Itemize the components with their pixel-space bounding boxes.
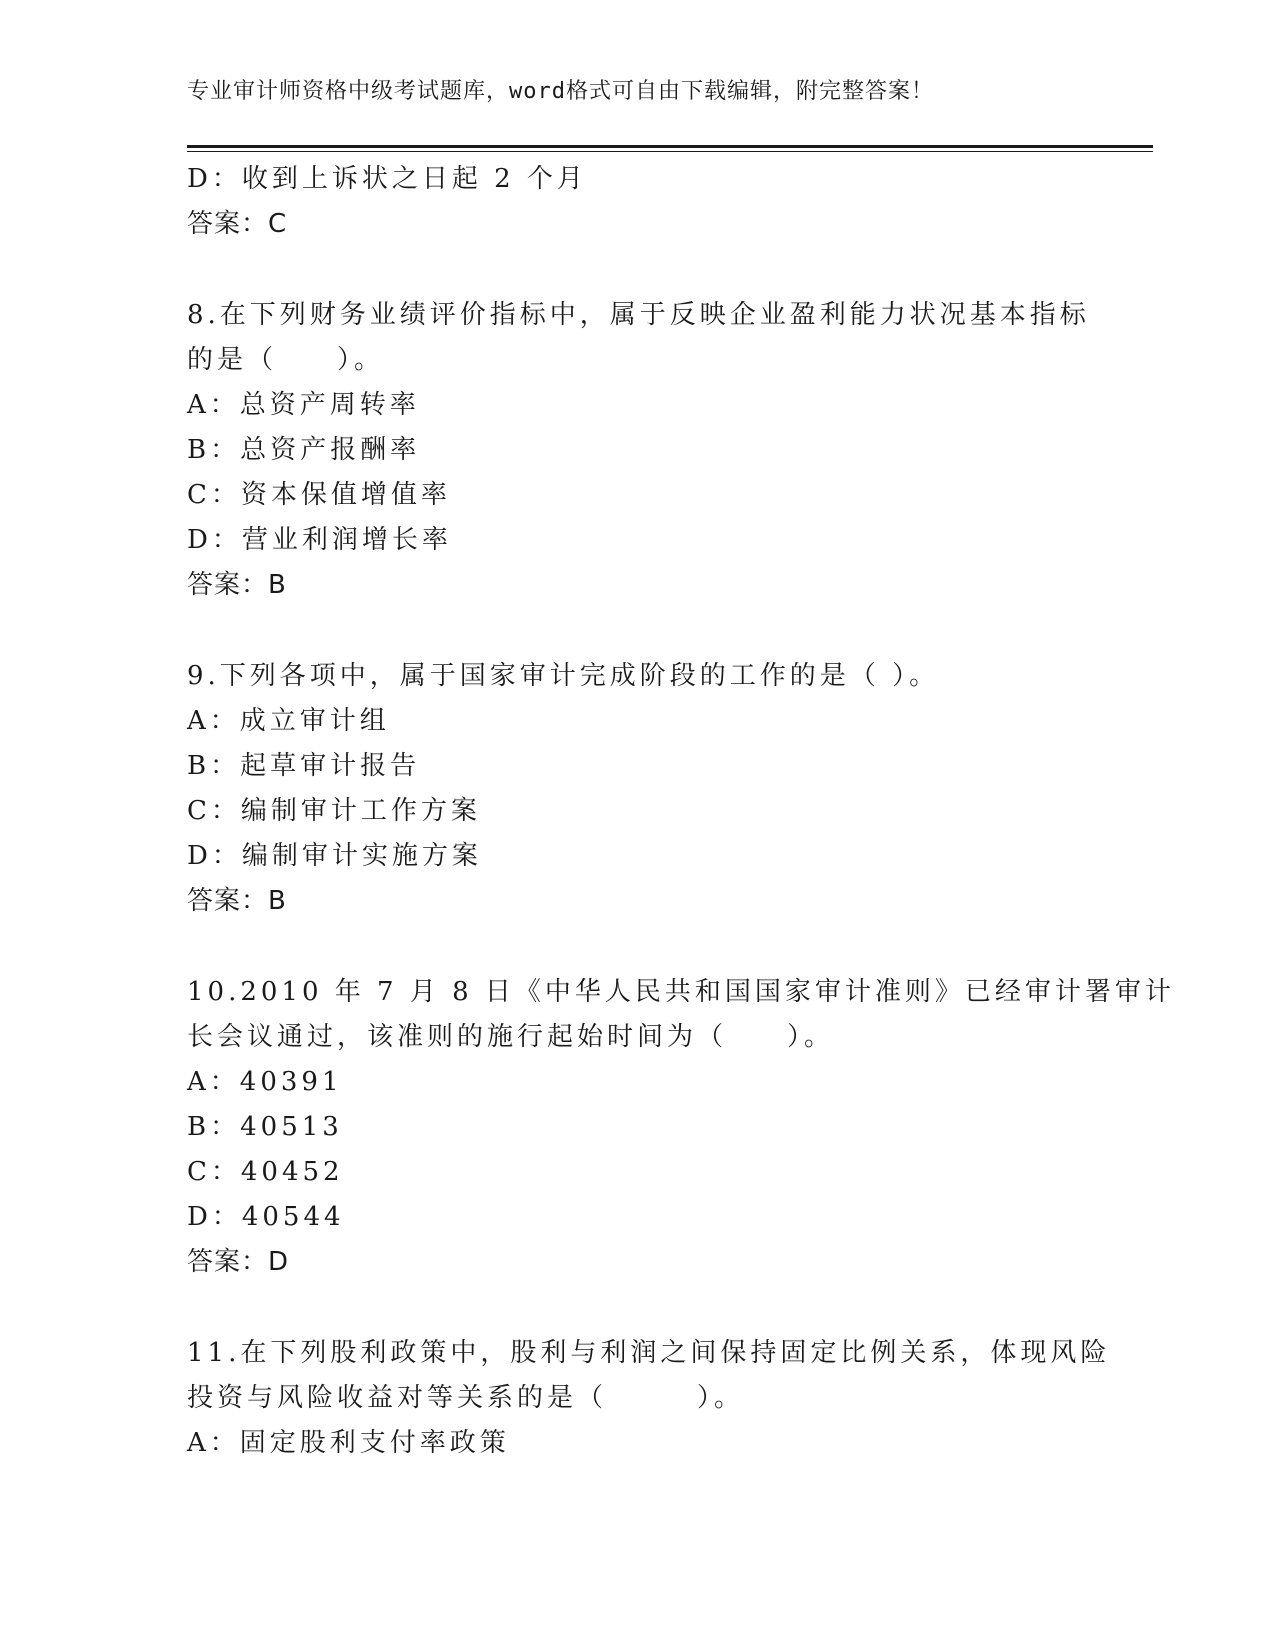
option-a: A：总资产周转率 [187, 390, 420, 420]
header-rule-thin [187, 151, 1153, 152]
spacer [187, 608, 1087, 654]
question-9 [187, 654, 1087, 924]
option-c: C：编制审计工作方案 [187, 796, 481, 826]
question-11 [187, 1331, 1111, 1466]
carryover-question [187, 157, 1087, 247]
answer-line: 答案：B [187, 886, 287, 916]
option-d: D：营业利润增长率 [187, 525, 452, 555]
spacer [187, 924, 1087, 970]
option-d: D：编制审计实施方案 [187, 841, 482, 871]
option-a: A：成立审计组 [187, 706, 390, 736]
option-d: D：收到上诉状之日起 2 个月 [187, 164, 587, 194]
option-b: B：总资产报酬率 [187, 435, 421, 465]
spacer [187, 247, 1087, 293]
header-rule-thick [187, 145, 1153, 148]
question-stem: 长会议通过，该准则的施行起始时间为（ ）。 [187, 1022, 835, 1052]
question-stem: 9.下列各项中，属于国家审计完成阶段的工作的是（ ）。 [187, 661, 940, 691]
option-a: A：固定股利支付率政策 [187, 1428, 510, 1458]
question-stem: 8.在下列财务业绩评价指标中，属于反映企业盈利能力状况基本指标 [187, 300, 1090, 330]
answer-line: 答案：D [187, 1247, 290, 1277]
option-a: A：40391 [187, 1067, 343, 1097]
header-text: 专业审计师资格中级考试题库，word格式可自由下载编辑，附完整答案！ [187, 79, 934, 104]
question-stem: 的是（ ）。 [187, 345, 385, 375]
option-b: B：起草审计报告 [187, 751, 421, 781]
question-stem: 11.在下列股利政策中，股利与利润之间保持固定比例关系，体现风险 [187, 1338, 1111, 1368]
option-c: C：40452 [187, 1157, 344, 1187]
question-10 [187, 970, 1175, 1285]
spacer [187, 1285, 1087, 1331]
question-stem: 投资与风险收益对等关系的是（ ）。 [187, 1383, 745, 1413]
question-stem: 10.2010 年 7 月 8 日《中华人民共和国国家审计准则》已经审计署审计 [187, 977, 1175, 1007]
option-d: D：40544 [187, 1202, 345, 1232]
answer-line: 答案：C [187, 209, 288, 239]
option-c: C：资本保值增值率 [187, 480, 451, 510]
answer-line: 答案：B [187, 570, 287, 600]
question-8 [187, 293, 1090, 608]
question-list [187, 157, 1175, 1466]
option-b: B：40513 [187, 1112, 343, 1142]
